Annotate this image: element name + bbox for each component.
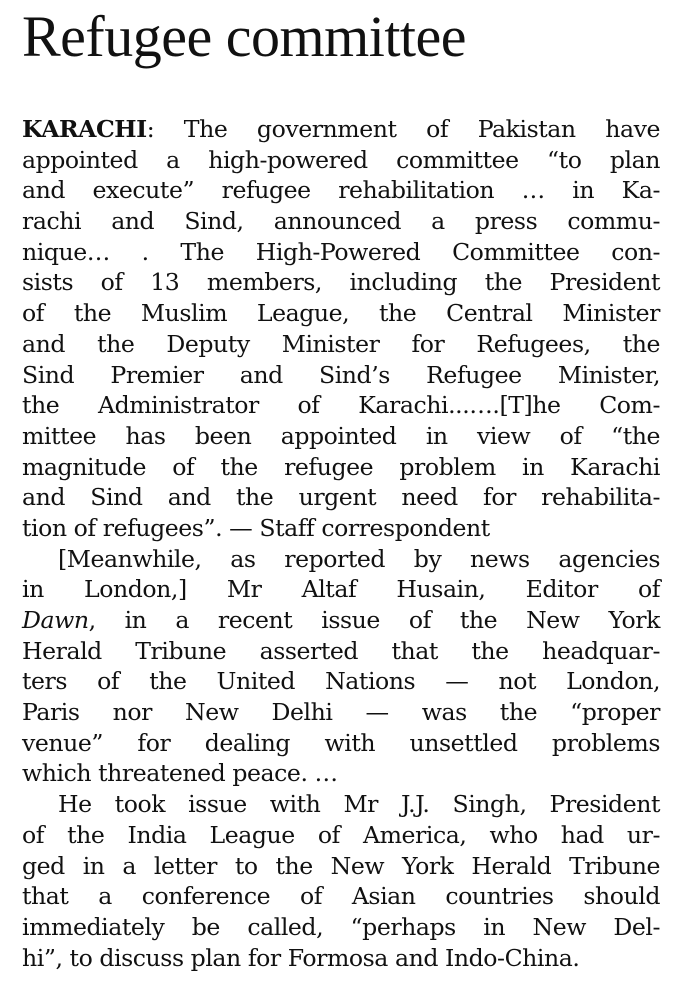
article-line: Dawn, in a recent issue of the New York <box>22 606 660 634</box>
article-line: and Sind and the urgent need for rehabilita- <box>22 483 660 512</box>
article-line: magnitude of the refugee problem in Karachi <box>22 452 660 481</box>
article-line: and the Deputy Minister for Refugees, the <box>22 329 660 358</box>
article-line: Herald Tribune asserted that the headquar- <box>22 636 660 665</box>
article-line: mittee has been appointed in view of “the <box>22 421 660 450</box>
article-line: nique… . The High-Powered Committee con- <box>22 237 660 266</box>
dateline: KARACHI <box>22 115 147 143</box>
article-line: in London,] Mr Altaf Husain, Editor of <box>22 575 660 604</box>
article-line: sists of 13 members, including the President <box>22 268 660 297</box>
article-line: Paris nor New Delhi — was the “proper <box>22 698 660 727</box>
article-line: the Administrator of Karachi...….[T]he Com- <box>22 391 660 420</box>
article-line: Sind Premier and Sind’s Refugee Minister, <box>22 360 660 389</box>
article-line: [Meanwhile, as reported by news agencies <box>58 544 660 573</box>
article-line: He took issue with Mr J.J. Singh, President <box>58 790 660 819</box>
article-line: KARACHI: The government of Pakistan have <box>22 115 660 143</box>
article-line: which threatened peace. … <box>22 759 338 788</box>
article-line: venue” for dealing with unsettled problems <box>22 728 660 757</box>
article-line: and execute” refugee rehabilitation … in Ka- <box>22 176 660 205</box>
article-line: of the India League of America, who had ur- <box>22 820 660 849</box>
article-headline: Refugee committee <box>22 4 467 69</box>
article-line: hi”, to discuss plan for Formosa and Indo-China. <box>22 943 580 972</box>
article-line: immediately be called, “perhaps in New Del- <box>22 912 660 941</box>
article-line: that a conference of Asian countries should <box>22 882 660 911</box>
article-line: ged in a letter to the New York Herald Tribune <box>22 851 660 880</box>
newspaper-name: Dawn <box>22 606 89 634</box>
article-line: ters of the United Nations — not London, <box>22 667 660 696</box>
article-line: rachi and Sind, announced a press commu- <box>22 207 660 236</box>
article-line: tion of refugees”. — Staff correspondent <box>22 513 490 542</box>
article-line: of the Muslim League, the Central Minister <box>22 299 660 328</box>
article-body <box>22 114 660 973</box>
article-line: appointed a high-powered committee “to plan <box>22 145 660 174</box>
